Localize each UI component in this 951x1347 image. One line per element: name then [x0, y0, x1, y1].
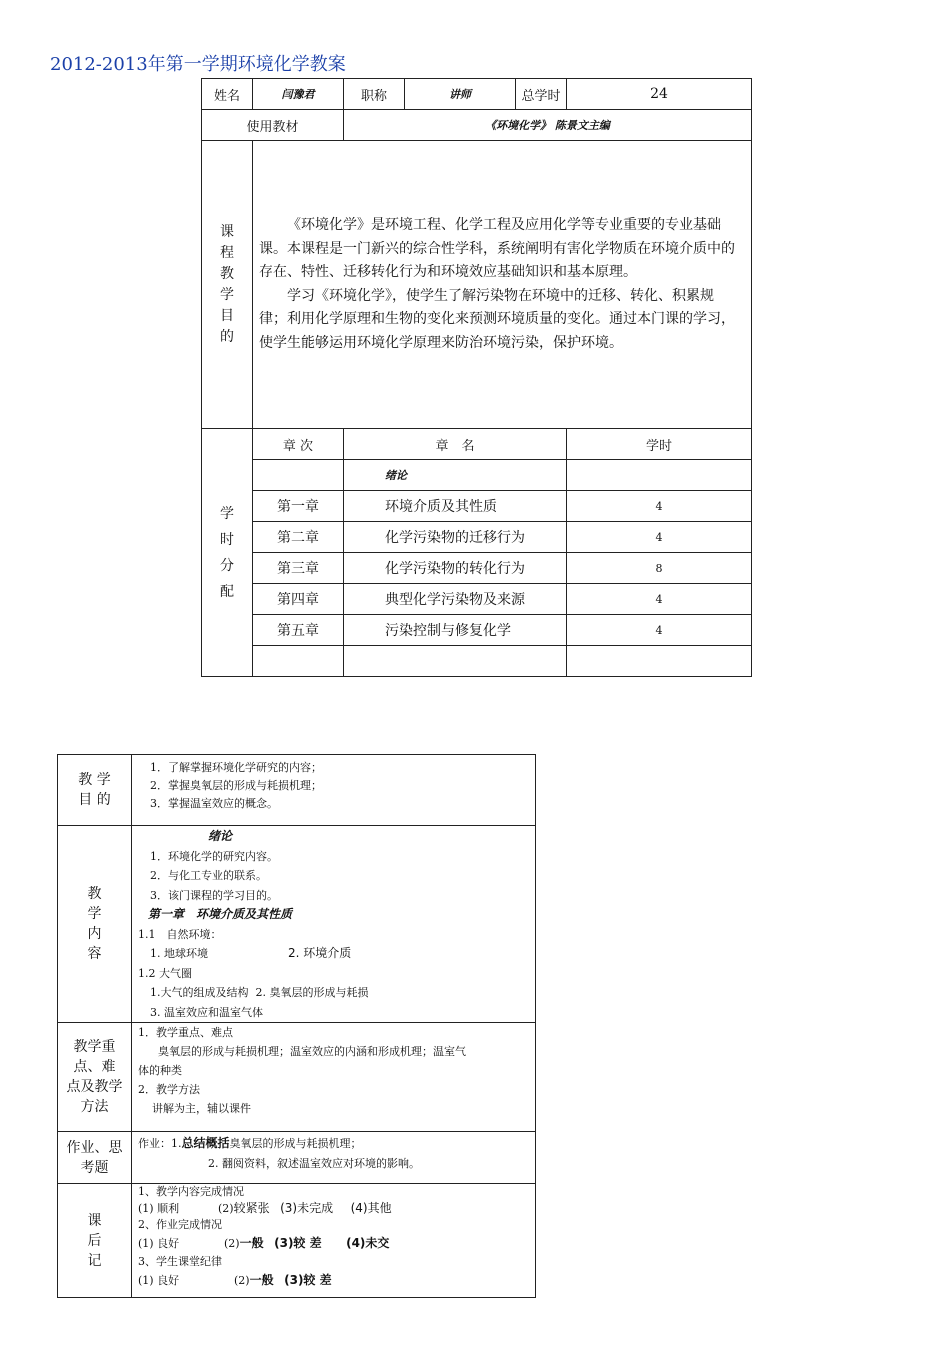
homework-row — [58, 1132, 536, 1184]
chapter-number: 第二章 — [253, 522, 344, 553]
schedule-header-row — [202, 429, 752, 460]
intro-heading: 绪论 — [208, 829, 233, 843]
chapter-heading: 第一章 环境介质及其性质 — [148, 907, 293, 921]
chapter-number: 第三章 — [253, 553, 344, 584]
textbook-value: 《环境化学》 陈景文主编 — [344, 110, 752, 141]
teaching-content-label: 教 学 内 容 — [58, 826, 132, 1023]
post-class-notes-label: 课 后 记 — [58, 1184, 132, 1298]
chapter-name: 化学污染物的转化行为 — [344, 553, 567, 584]
chapter-hours: 8 — [567, 553, 752, 584]
course-goal-text: 《环境化学》是环境工程、化学工程及应用化学等专业重要的专业基础课。本课程是一门新兴的综合性学科，系统阐明有害化学物质在环境介质中的存在、特性、迁移转化行为和环境效应基础知识和基本原理。 学习《环境化学》，使学生了解污染物在环境中的迁移、转化、积累规律；利用化学原理和生物的变化来预测环境质量的变化。通过本门课的学习，使学生能够运用环境化学原理来防治环境污染，保护环境。 — [253, 141, 752, 429]
homework-label: 作业、思 考题 — [58, 1132, 132, 1184]
textbook-label: 使用教材 — [202, 110, 344, 141]
chapter-name — [344, 646, 567, 677]
course-overview-table — [201, 78, 752, 677]
key-points-text: 1．教学重点、难点 臭氧层的形成与耗损机理；温室效应的内涵和形成机理；温室气 体的种类 2．教学方法 讲解为主，辅以课件 — [132, 1023, 536, 1132]
schedule-row — [202, 615, 752, 646]
chapter-number: 第四章 — [253, 584, 344, 615]
chapter-name: 绪论 — [344, 460, 567, 491]
chapter-hours: 4 — [567, 491, 752, 522]
teaching-objective-label: 教 学 目 的 — [58, 755, 132, 826]
total-hours-label: 总学时 — [516, 79, 567, 110]
homework-text: 作业：1.总结概括臭氧层的形成与耗损机理； 2. 翻阅资料，叙述温室效应对环境的影响。 — [132, 1132, 536, 1184]
course-goal-row — [202, 141, 752, 429]
chapter-hours — [567, 646, 752, 677]
chapter-number: 第一章 — [253, 491, 344, 522]
teaching-content-outline: 绪论 1．环境化学的研究内容。 2．与化工专业的联系。 3．该门课程的学习目的。 第一章 环境介质及其性质 1.1 自然环境： 1. 地球环境 2. 环境介质 1.2 大气圈 1.大气的组成及结构 2. 臭氧层的形成与耗损 3. 温室效应和温室气体 — [132, 826, 536, 1023]
chapter-name: 化学污染物的迁移行为 — [344, 522, 567, 553]
key-points-row — [58, 1023, 536, 1132]
teaching-content-row — [58, 826, 536, 1023]
schedule-row — [202, 522, 752, 553]
schedule-row — [202, 460, 752, 491]
name-label: 姓名 — [202, 79, 253, 110]
hours-column-header: 学时 — [567, 429, 752, 460]
post-class-notes-row — [58, 1184, 536, 1298]
document-title: 2012-2013年第一学期环境化学教案 — [50, 54, 346, 75]
teaching-objective-row — [58, 755, 536, 826]
chapter-hours: 4 — [567, 522, 752, 553]
chapter-number — [253, 646, 344, 677]
textbook-row — [202, 110, 752, 141]
schedule-row — [202, 646, 752, 677]
schedule-row — [202, 491, 752, 522]
chapter-hours: 4 — [567, 584, 752, 615]
lesson-plan-table — [57, 754, 536, 1298]
chapter-name: 环境介质及其性质 — [344, 491, 567, 522]
chapter-hours: 4 — [567, 615, 752, 646]
teaching-objective-list: 1．了解掌握环境化学研究的内容； 2．掌握臭氧层的形成与耗损机理； 3．掌握温室效应的概念。 — [132, 755, 536, 826]
name-column-header: 章 名 — [344, 429, 567, 460]
title-label: 职称 — [344, 79, 405, 110]
post-class-notes-text: 1、教学内容完成情况 (1) 顺利 (2)较紧张 (3)未完成 (4)其他 2、作业完成情况 (1) 良好 (2)一般 (3)较 差 (4)未交 3、学生课堂纪律 (1) 良好 (2)一般 (3)较 差 — [132, 1184, 536, 1298]
key-points-label: 教学重 点、难 点及教学 方法 — [58, 1023, 132, 1132]
teacher-info-row — [202, 79, 752, 110]
name-value: 闫豫君 — [253, 79, 344, 110]
chapter-column-header: 章 次 — [253, 429, 344, 460]
schedule-row — [202, 584, 752, 615]
schedule-label: 学 时 分 配 — [202, 429, 253, 677]
schedule-row — [202, 553, 752, 584]
course-goal-label: 课 程 教 学 目 的 — [202, 141, 253, 429]
chapter-hours — [567, 460, 752, 491]
chapter-number: 第五章 — [253, 615, 344, 646]
chapter-name: 典型化学污染物及来源 — [344, 584, 567, 615]
chapter-number — [253, 460, 344, 491]
title-value: 讲师 — [405, 79, 516, 110]
total-hours-value: 24 — [567, 79, 752, 110]
chapter-name: 污染控制与修复化学 — [344, 615, 567, 646]
